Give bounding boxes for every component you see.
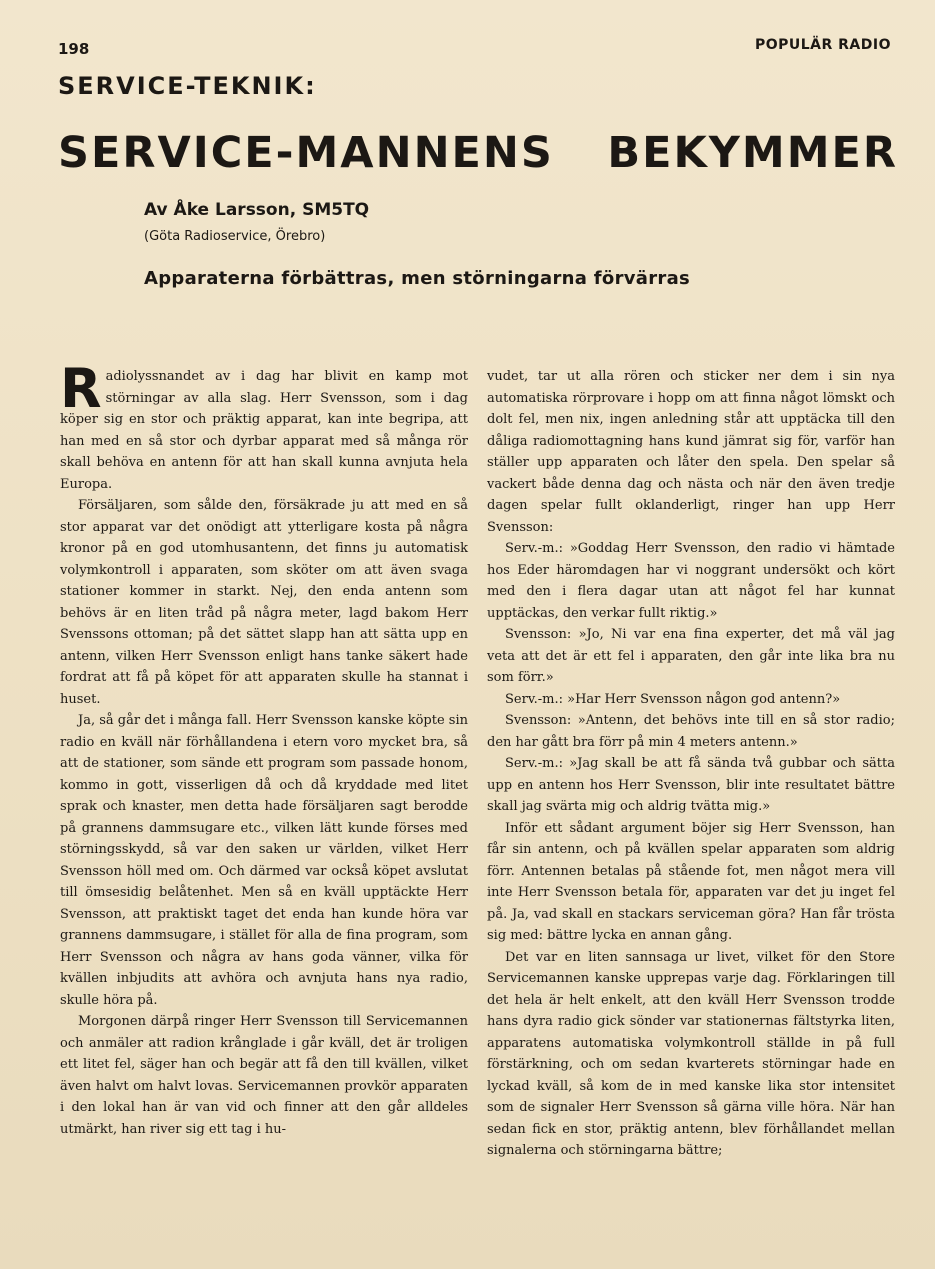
page-number: 198 bbox=[58, 40, 90, 58]
paragraph: Svensson: »Antenn, det behövs inte till en så stor radio; den har gått bra förr på min 4 meters antenn.» bbox=[487, 713, 895, 750]
paragraph: Serv.-m.: »Har Herr Svensson någon god antenn?» bbox=[505, 691, 841, 707]
right-column bbox=[487, 366, 895, 1162]
paragraph: Inför ett sådant argument böjer sig Herr Svensson, han får sin antenn, och på kvällen spelar apparaten som aldrig förr. Antennen betalas på stående fot, men något mera vill inte Herr Svensson betala för, apparaten var det ju inget fel på. Ja, vad skall en stackars serviceman göra? Han får trösta sig med: bättre lycka en annan gång. bbox=[487, 820, 895, 943]
author-byline: Av Åke Larsson, SM5TQ bbox=[144, 200, 370, 220]
paragraph: Försäljaren, som sålde den, försäkrade ju att med en så stor apparat var det onödigt att ytterligare kosta på några kronor på en god utomhusantenn, det finns ju automatisk volymkontroll i apparaten, som sköter om att även svaga stationer kommer in starkt. Nej, den enda antenn som behövs är en liten tråd på några meter, lagd bakom Herr Svenssons ottoman; på det sättet slapp han att sätta upp en antenn, vilken Herr Svensson enligt hans tanke säkert hade fordrat att få på köpet för att apparaten skulle ha stannat i huset. bbox=[60, 498, 468, 707]
article-title bbox=[58, 128, 898, 178]
article-title-part-1: SERVICE-MANNENS bbox=[58, 128, 554, 178]
article-title-part-2: BEKYMMER bbox=[607, 128, 898, 178]
left-column bbox=[60, 357, 468, 1140]
paragraph: vudet, tar ut alla rören och sticker ner dem i sin nya automatiska rörprovare i hopp om att finna något lömskt och dolt fel, men nix, ingen anledning står att upptäcka till den dåliga radiomottagning hans kund jämrat sig för, varför han ställer upp apparaten och låter den spela. Den spelar så vackert både denna dag och nästa och när den även tredje dagen spelar fullt oklanderligt, ringer han upp Herr Svensson: bbox=[487, 369, 895, 535]
article-subtitle: Apparaterna förbättras, men störningarna förvärras bbox=[144, 268, 691, 289]
paragraph: Det var en liten sannsaga ur livet, vilket för den Store Servicemannen kanske upprepas varje dag. Förklaringen till det hela är helt enkelt, att den kväll Herr Svensson trodde hans dyra radio gick sönder var stationernas fältstyrka liten, apparatens automatiska volymkontroll ställde in på full förstärkning, och om sedan kvarterets störningar hade en lyckad kväll, så kom de in med kanske lika stor intensitet som de signaler Herr Svensson så gärna ville höra. När han sedan fick en stor, präktig antenn, blev förhållandet mellan signalerna och störningarna bättre; bbox=[487, 949, 895, 1158]
paragraph-text: adiolyssnandet av i dag har blivit en kamp mot störningar av alla slag. Herr Svensson, som i dag köper sig en stor och präktig apparat, kan inte begripa, att han med en så stor och dyrbar apparat med så många rör skall behöva en antenn för att han skall kunna avnjuta hela Europa. bbox=[60, 369, 468, 492]
paragraph: Serv.-m.: »Jag skall be att få sända två gubbar och sätta upp en antenn hos Herr Svensson, blir inte resultatet bättre skall jag svärta mig och aldrig tvätta mig.» bbox=[487, 756, 895, 814]
paragraph bbox=[60, 357, 468, 495]
drop-cap: R bbox=[60, 357, 102, 420]
paragraph: Serv.-m.: »Goddag Herr Svensson, den radio vi hämtade hos Eder häromdagen har vi noggrant undersökt och kört med den i flera dagar utan att något fel har kunnat upptäckas, den verkar fullt riktig.» bbox=[487, 541, 895, 621]
author-affiliation: (Göta Radioservice, Örebro) bbox=[144, 229, 326, 244]
paragraph: Morgonen därpå ringer Herr Svensson till Servicemannen och anmäler att radion krånglade i går kväll, det är troligen ett litet fel, säger han och begär att få den till kvällen, vilket även halvt om halvt lovas. Servicemannen provkör apparaten i den lokal han är van vid och finner att den går alldeles utmärkt, han river sig ett tag i hu- bbox=[60, 1014, 468, 1137]
paragraph: Svensson: »Jo, Ni var ena fina experter, det må väl jag veta att det är ett fel i apparaten, den går inte lika bra nu som förr.» bbox=[487, 627, 895, 685]
magazine-name: POPULÄR RADIO bbox=[754, 37, 891, 53]
section-heading: SERVICE-TEKNIK: bbox=[58, 72, 317, 100]
paragraph: Ja, så går det i många fall. Herr Svensson kanske köpte sin radio en kväll när förhållandena i etern voro mycket bra, så att de stationer, som sände ett program som passade honom, kommo in gott, visserligen då och då kryddade med litet sprak och knaster, men detta hade försäljaren sagt berodde på grannens dammsugare etc., vilken lätt kunde förses med störningsskydd, så var den saken ur världen, vilket Herr Svensson höll med om. Och därmed var också köpet avslutat till ömsesidig belåtenhet. Men så en kväll upptäckte Herr Svensson, att praktiskt taget det enda han kunde höra var grannens dammsugare, i stället för alla de fina program, som Herr Svensson och några av hans goda vänner, vilka för kvällen inbjudits att avhöra och avnjuta hans nya radio, skulle höra på. bbox=[60, 713, 468, 1008]
